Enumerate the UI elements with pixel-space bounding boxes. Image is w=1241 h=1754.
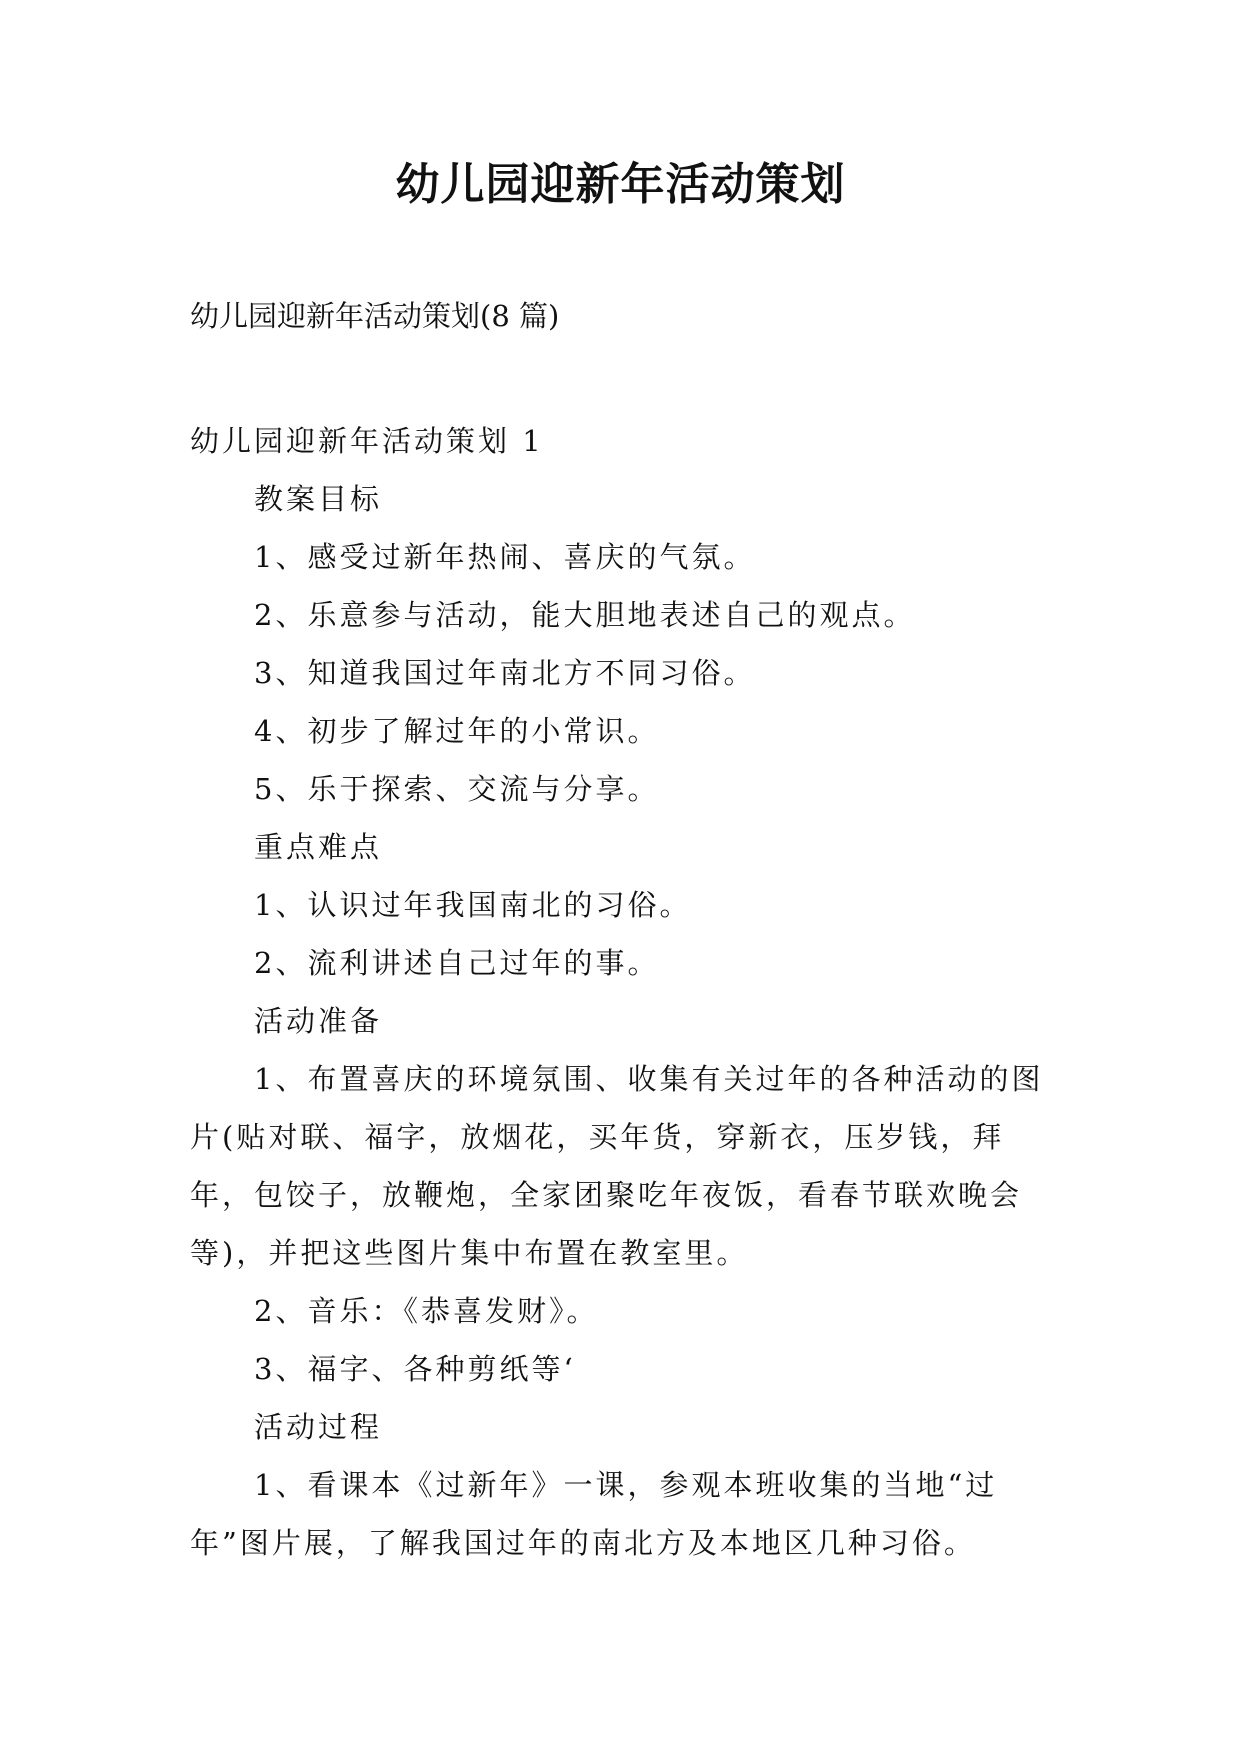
goal-item: 1、感受过新年热闹、喜庆的气氛。	[254, 540, 756, 574]
document-body	[190, 412, 1050, 1572]
key-point-item: 2、流利讲述自己过年的事。	[254, 946, 660, 980]
key-point-item: 1、认识过年我国南北的习俗。	[254, 888, 692, 922]
heading-process: 活动过程	[254, 1410, 383, 1444]
preparation-item: 2、音乐：《恭喜发财》。	[254, 1294, 599, 1328]
goal-item: 5、乐于探索、交流与分享。	[254, 772, 660, 806]
heading-preparation: 活动准备	[254, 1004, 383, 1038]
preparation-item: 3、福字、各种剪纸等‘	[254, 1352, 576, 1386]
process-item: 1、看课本《过新年》一课，参观本班收集的当地“过年”图片展，了解我国过年的南北方及本地区几种习俗。	[190, 1468, 998, 1560]
heading-key-points: 重点难点	[254, 830, 383, 864]
heading-teaching-goals: 教案目标	[254, 482, 383, 516]
goal-item: 2、乐意参与活动，能大胆地表述自己的观点。	[254, 598, 916, 632]
goal-item: 3、知道我国过年南北方不同习俗。	[254, 656, 756, 690]
preparation-item: 1、布置喜庆的环境氛围、收集有关过年的各种活动的图片(贴对联、福字，放烟花，买年货，穿新衣，压岁钱，拜年，包饺子，放鞭炮，全家团聚吃年夜饭，看春节联欢晚会等)，并把这些图片集中布置在教室里。	[190, 1062, 1044, 1270]
section-title: 幼儿园迎新年活动策划 1	[190, 424, 544, 458]
goal-item: 4、初步了解过年的小常识。	[254, 714, 660, 748]
document-title: 幼儿园迎新年活动策划	[395, 159, 846, 210]
document-subtitle: 幼儿园迎新年活动策划(8 篇)	[190, 299, 560, 333]
